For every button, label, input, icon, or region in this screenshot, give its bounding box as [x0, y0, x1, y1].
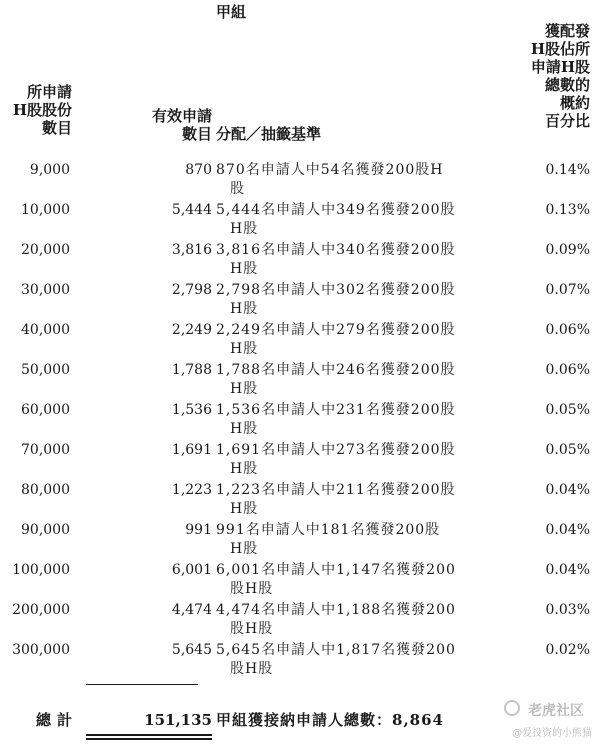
total-double-rule-top [86, 734, 212, 736]
basis-line: H股 [230, 541, 259, 557]
header-line: 申請H股 [530, 58, 590, 76]
table-row [0, 441, 602, 481]
header-line: 所申請 [26, 83, 72, 101]
cell-allocation-basis [216, 401, 466, 439]
cell-shares-applied: 20,000 [21, 242, 70, 258]
header-line: 概約 [559, 94, 590, 112]
cell-allocation-basis [216, 281, 466, 319]
cell-percentage: 0.04% [545, 522, 590, 538]
table-row [0, 521, 602, 561]
total-accepted-applicants: 甲組獲接納申請人總數：8,864 [216, 711, 444, 729]
cell-valid-applications: 5,444 [171, 202, 212, 218]
basis-line: 3,816名申請人中340名獲發200股 [216, 242, 456, 258]
cell-valid-applications: 2,249 [171, 322, 212, 338]
header-line: 獲配發 [544, 22, 590, 40]
cell-allocation-basis [216, 161, 466, 199]
cell-allocation-basis [216, 201, 466, 239]
basis-line: 2,249名申請人中279名獲發200股 [216, 322, 456, 338]
table-row [0, 201, 602, 241]
cell-allocation-basis [216, 321, 466, 359]
basis-line: 股H股 [230, 581, 274, 597]
cell-valid-applications: 870 [185, 162, 212, 178]
header-valid-applications [108, 107, 212, 143]
table-row [0, 641, 602, 681]
basis-line: H股 [230, 221, 259, 237]
cell-percentage: 0.04% [545, 562, 590, 578]
header-line: 數目 [181, 125, 212, 143]
cell-allocation-basis [216, 641, 466, 679]
cell-allocation-basis [216, 441, 466, 479]
table-row [0, 561, 602, 601]
table-row [0, 601, 602, 641]
cell-allocation-basis [216, 481, 466, 519]
cell-percentage: 0.04% [545, 482, 590, 498]
cell-valid-applications: 3,816 [171, 242, 212, 258]
cell-shares-applied: 80,000 [21, 482, 70, 498]
cell-shares-applied: 30,000 [21, 282, 70, 298]
cell-allocation-basis [216, 521, 466, 559]
header-line: 有效申請 [151, 107, 212, 125]
table-row [0, 361, 602, 401]
cell-shares-applied: 50,000 [21, 362, 70, 378]
basis-line: 股 [230, 181, 245, 197]
basis-line: H股 [230, 461, 259, 477]
watermark-logo-icon [504, 700, 520, 716]
cell-allocation-basis [216, 561, 466, 599]
cell-valid-applications: 5,645 [171, 642, 212, 658]
basis-line: 5,444名申請人中349名獲發200股 [216, 202, 456, 218]
basis-line: 1,536名申請人中231名獲發200股 [216, 402, 456, 418]
cell-percentage: 0.05% [545, 402, 590, 418]
header-line: 總數的 [544, 76, 590, 94]
basis-line: H股 [230, 341, 259, 357]
total-value: 151,135 [144, 711, 212, 729]
basis-line: H股 [230, 501, 259, 517]
basis-line: 2,798名申請人中302名獲發200股 [216, 282, 456, 298]
basis-line: 991名申請人中181名獲發200股 [216, 522, 441, 538]
basis-line: 4,474名申請人中1,188名獲發200 [216, 602, 456, 618]
basis-line: 股H股 [230, 621, 274, 637]
cell-allocation-basis [216, 241, 466, 279]
cell-valid-applications: 1,788 [171, 362, 212, 378]
basis-line: 股H股 [230, 661, 274, 677]
cell-percentage: 0.03% [545, 602, 590, 618]
watermark-handle: @爱投资的小熊猫 [512, 728, 592, 739]
basis-line: 1,223名申請人中211名獲發200股 [216, 482, 456, 498]
group-title: 甲組 [216, 3, 247, 21]
cell-percentage: 0.14% [545, 162, 590, 178]
table-row [0, 281, 602, 321]
header-allocation-basis: 分配／抽籤基準 [216, 125, 322, 143]
cell-percentage: 0.05% [545, 442, 590, 458]
basis-line: 6,001名申請人中1,147名獲發200 [216, 562, 456, 578]
total-label: 總計 [36, 711, 79, 729]
cell-shares-applied: 300,000 [12, 642, 70, 658]
header-shares-applied [6, 83, 72, 137]
cell-valid-applications: 1,536 [171, 402, 212, 418]
cell-valid-applications: 991 [185, 522, 212, 538]
basis-line: 1,691名申請人中273名獲發200股 [216, 442, 456, 458]
cell-valid-applications: 2,798 [171, 282, 212, 298]
header-line: 數目 [41, 119, 72, 137]
cell-shares-applied: 60,000 [21, 402, 70, 418]
cell-percentage: 0.06% [545, 362, 590, 378]
header-line: 百分比 [544, 112, 590, 130]
table-row [0, 481, 602, 521]
cell-shares-applied: 100,000 [12, 562, 70, 578]
cell-allocation-basis [216, 601, 466, 639]
table-row [0, 401, 602, 441]
cell-percentage: 0.07% [545, 282, 590, 298]
basis-line: H股 [230, 261, 259, 277]
cell-shares-applied: 90,000 [21, 522, 70, 538]
cell-percentage: 0.09% [545, 242, 590, 258]
header-approx-percentage [500, 22, 590, 130]
watermark-title: 老虎社区 [528, 703, 584, 719]
table-row [0, 241, 602, 281]
cell-valid-applications: 4,474 [171, 602, 212, 618]
cell-shares-applied: 10,000 [21, 202, 70, 218]
cell-valid-applications: 6,001 [171, 562, 212, 578]
header-line: H股佔所 [530, 40, 590, 58]
table-row [0, 161, 602, 201]
basis-line: H股 [230, 381, 259, 397]
header-line: H股股份 [12, 101, 72, 119]
cell-valid-applications: 1,223 [171, 482, 212, 498]
basis-line: 1,788名申請人中246名獲發200股 [216, 362, 456, 378]
basis-line: H股 [230, 301, 259, 317]
cell-shares-applied: 200,000 [12, 602, 70, 618]
basis-line: H股 [230, 421, 259, 437]
basis-line: 870名申請人中54名獲發200股H [216, 162, 444, 178]
cell-percentage: 0.02% [545, 642, 590, 658]
cell-allocation-basis [216, 361, 466, 399]
cell-percentage: 0.06% [545, 322, 590, 338]
basis-line: 5,645名申請人中1,817名獲發200 [216, 642, 456, 658]
cell-shares-applied: 70,000 [21, 442, 70, 458]
cell-shares-applied: 9,000 [29, 162, 70, 178]
cell-valid-applications: 1,691 [171, 442, 212, 458]
cell-shares-applied: 40,000 [21, 322, 70, 338]
total-double-rule-bottom [86, 738, 212, 740]
table-row [0, 321, 602, 361]
cell-percentage: 0.13% [545, 202, 590, 218]
subtotal-rule [86, 684, 198, 685]
